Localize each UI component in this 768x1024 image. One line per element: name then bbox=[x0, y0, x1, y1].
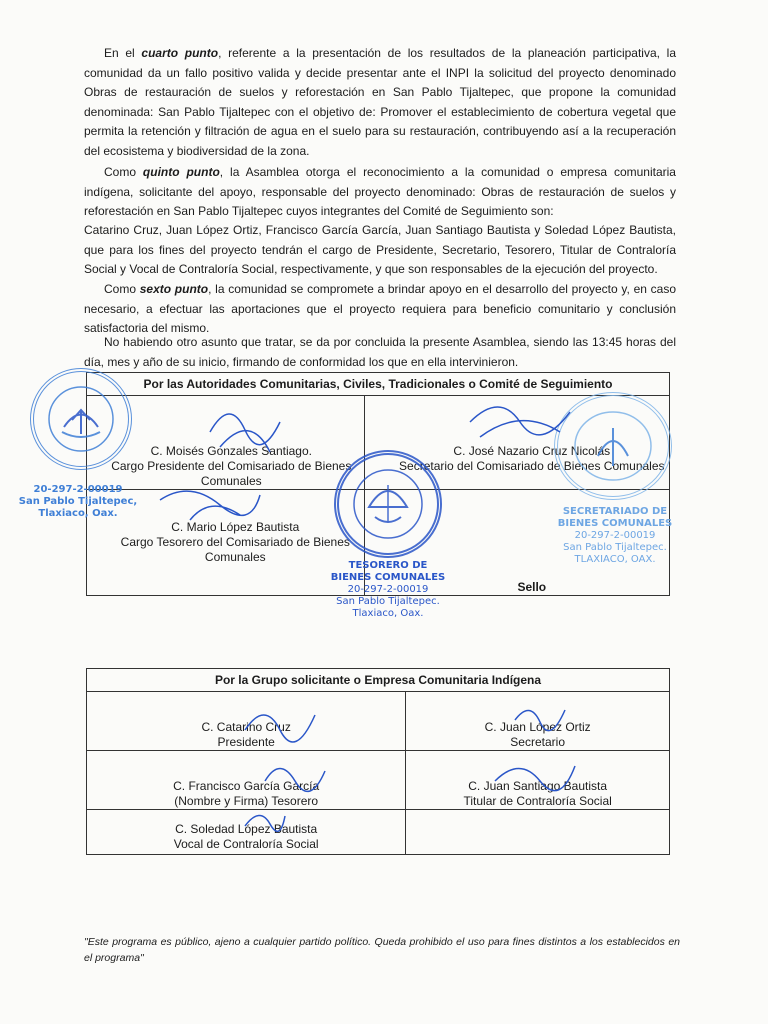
left-seal-text bbox=[18, 484, 138, 520]
signature-vocal bbox=[240, 806, 290, 836]
center-seal-line4: San Pablo Tijaltepec. bbox=[336, 596, 440, 607]
vocal-role: Vocal de Contraloría Social bbox=[173, 837, 319, 851]
secretario-name: C. Juan López Ortiz bbox=[484, 720, 591, 734]
center-seal-line1: TESORERO DE bbox=[348, 560, 428, 571]
center-seal-line3: 20-297-2-00019 bbox=[347, 584, 429, 595]
signature-secretario bbox=[510, 700, 570, 740]
right-seal-line2: BIENES COMUNALES bbox=[557, 518, 673, 529]
center-seal-text bbox=[318, 560, 458, 620]
left-round-seal bbox=[30, 368, 132, 470]
right-seal-text bbox=[540, 506, 690, 566]
president-role-line2: Comunales bbox=[200, 474, 262, 488]
right-seal-line5: TLAXIACO, OAX. bbox=[574, 554, 656, 565]
titular-role: Titular de Contraloría Social bbox=[463, 794, 612, 808]
tesorero-role: (Nombre y Firma) Tesorero bbox=[174, 794, 319, 808]
seal-label: Sello bbox=[517, 580, 547, 594]
signature-tesorero bbox=[260, 756, 330, 796]
p2-post: , la Asamblea otorga el reconocimiento a la comunidad o empresa comunitaria indígena, solicitante del apoyo, responsable del proyecto denominado: Obras de restauración de suelos y reforestación en San Pablo Tijaltepec cuyos integrantes del Comité de Seguimiento son: bbox=[84, 165, 676, 218]
president-role-line1: Cargo Presidente del Comisariado de Bienes bbox=[111, 459, 352, 473]
presidente-name: C. Catarino Cruz bbox=[201, 720, 291, 734]
signature-president bbox=[200, 392, 290, 462]
paragraph-cuarto-punto bbox=[84, 44, 676, 161]
cell-empty bbox=[406, 810, 670, 855]
p1-pre: En el bbox=[104, 46, 142, 60]
group-signature-table bbox=[86, 668, 670, 855]
center-round-seal bbox=[334, 450, 442, 558]
signature-secretary bbox=[460, 392, 580, 452]
leaf-emblem-icon bbox=[339, 455, 437, 553]
paragraph-integrantes: Catarino Cruz, Juan López Ortiz, Francisco García García, Juan Santiago Bautista y Soledad López Bautista, que para los fines del proyecto tendrán el cargo de Presidente, Secretario, Tesorero, Titular de Contraloría Social y Vocal de Contraloría Social, respectivamente, y que son responsables de la ejecución del proyecto. bbox=[84, 223, 676, 276]
p4-post: , la comunidad se compromete a brindar apoyo en el desarrollo del proyecto y, en caso necesario, a efectuar las aportaciones que el proyecto requiera para beneficio comunitario y conclusión satisfactoria del mismo. bbox=[84, 282, 676, 335]
titular-name: C. Juan Santiago Bautista bbox=[468, 779, 608, 793]
tesorero-name: C. Francisco García García bbox=[173, 779, 320, 793]
right-seal-line1: SECRETARIADO DE bbox=[562, 506, 668, 517]
secretary-role: Secretario del Comisariado de Bienes Comunales bbox=[399, 459, 665, 473]
left-seal-line1: 20-297-2-00019 bbox=[33, 484, 123, 495]
p4-pre: Como bbox=[104, 282, 140, 296]
p2-emphasis: quinto punto bbox=[142, 165, 220, 179]
p4-emphasis: sexto punto bbox=[139, 282, 209, 296]
cell-tesorero bbox=[87, 751, 406, 810]
right-seal-line3: 20-297-2-00019 bbox=[574, 530, 656, 541]
paragraph-cierre bbox=[84, 333, 676, 372]
p5-text: No habiendo otro asunto que tratar, se da por concluida la presente Asamblea, siendo las 13:45 horas del día, mes y año de su inicio, firmando de conformidad los que en ella intervinieron. bbox=[84, 335, 676, 369]
secretario-role: Secretario bbox=[510, 735, 565, 749]
signature-treasurer bbox=[150, 470, 270, 530]
secretary-name: C. José Nazario Cruz Nicolás bbox=[453, 444, 611, 458]
signature-titular bbox=[490, 756, 580, 796]
footer-disclaimer: "Este programa es público, ajeno a cualquier partido político. Queda prohibido el uso para fines distintos a los establecidos en el programa" bbox=[84, 936, 680, 964]
paragraph-quinto-punto bbox=[84, 163, 676, 222]
center-seal-line5: Tlaxiaco, Oax. bbox=[352, 608, 424, 619]
treasurer-name: C. Mario López Bautista bbox=[171, 520, 300, 534]
vocal-name: C. Soledad López Bautista bbox=[175, 822, 318, 836]
paragraph-sexto-punto bbox=[84, 280, 676, 339]
p1-post: , referente a la presentación de los resultados de la planeación participativa, la comunidad da un fallo positivo valida y decide presentar ante el INPI la solicitud del proyecto denominado Obras de restauración de suelos y reforestación en San Pablo Tijaltepec, que propone la comunidad denominada: San Pablo Tijaltepec con el objetivo de: Promover el establecimiento de cobertura vegetal que permita la retención y filtración de agua en el suelo para su restauración, contribuyendo así a la recuperación del ecosistema y biodiversidad de la zona. bbox=[84, 46, 676, 158]
treasurer-role-line2: Comunales bbox=[204, 550, 266, 564]
right-seal-line4: San Pablo Tijaltepec. bbox=[563, 542, 667, 553]
authorities-table-header: Por las Autoridades Comunitarias, Civiles, Tradicionales o Comité de Seguimiento bbox=[87, 373, 670, 396]
signature-presidente bbox=[240, 700, 320, 750]
president-name: C. Moisés Gonzales Santiago. bbox=[150, 444, 312, 458]
left-seal-line2: San Pablo Tijaltepec, bbox=[18, 496, 138, 507]
center-seal-line2: BIENES COMUNALES bbox=[330, 572, 446, 583]
presidente-role: Presidente bbox=[217, 735, 275, 749]
treasurer-role-line1: Cargo Tesorero del Comisariado de Bienes bbox=[120, 535, 350, 549]
left-seal-line3: Tlaxiaco, Oax. bbox=[38, 508, 118, 519]
group-table-header: Por la Grupo solicitante o Empresa Comunitaria Indígena bbox=[87, 669, 670, 692]
eagle-emblem-icon bbox=[34, 372, 128, 466]
p2-pre: Como bbox=[104, 165, 143, 179]
p1-emphasis: cuarto punto bbox=[141, 46, 219, 60]
